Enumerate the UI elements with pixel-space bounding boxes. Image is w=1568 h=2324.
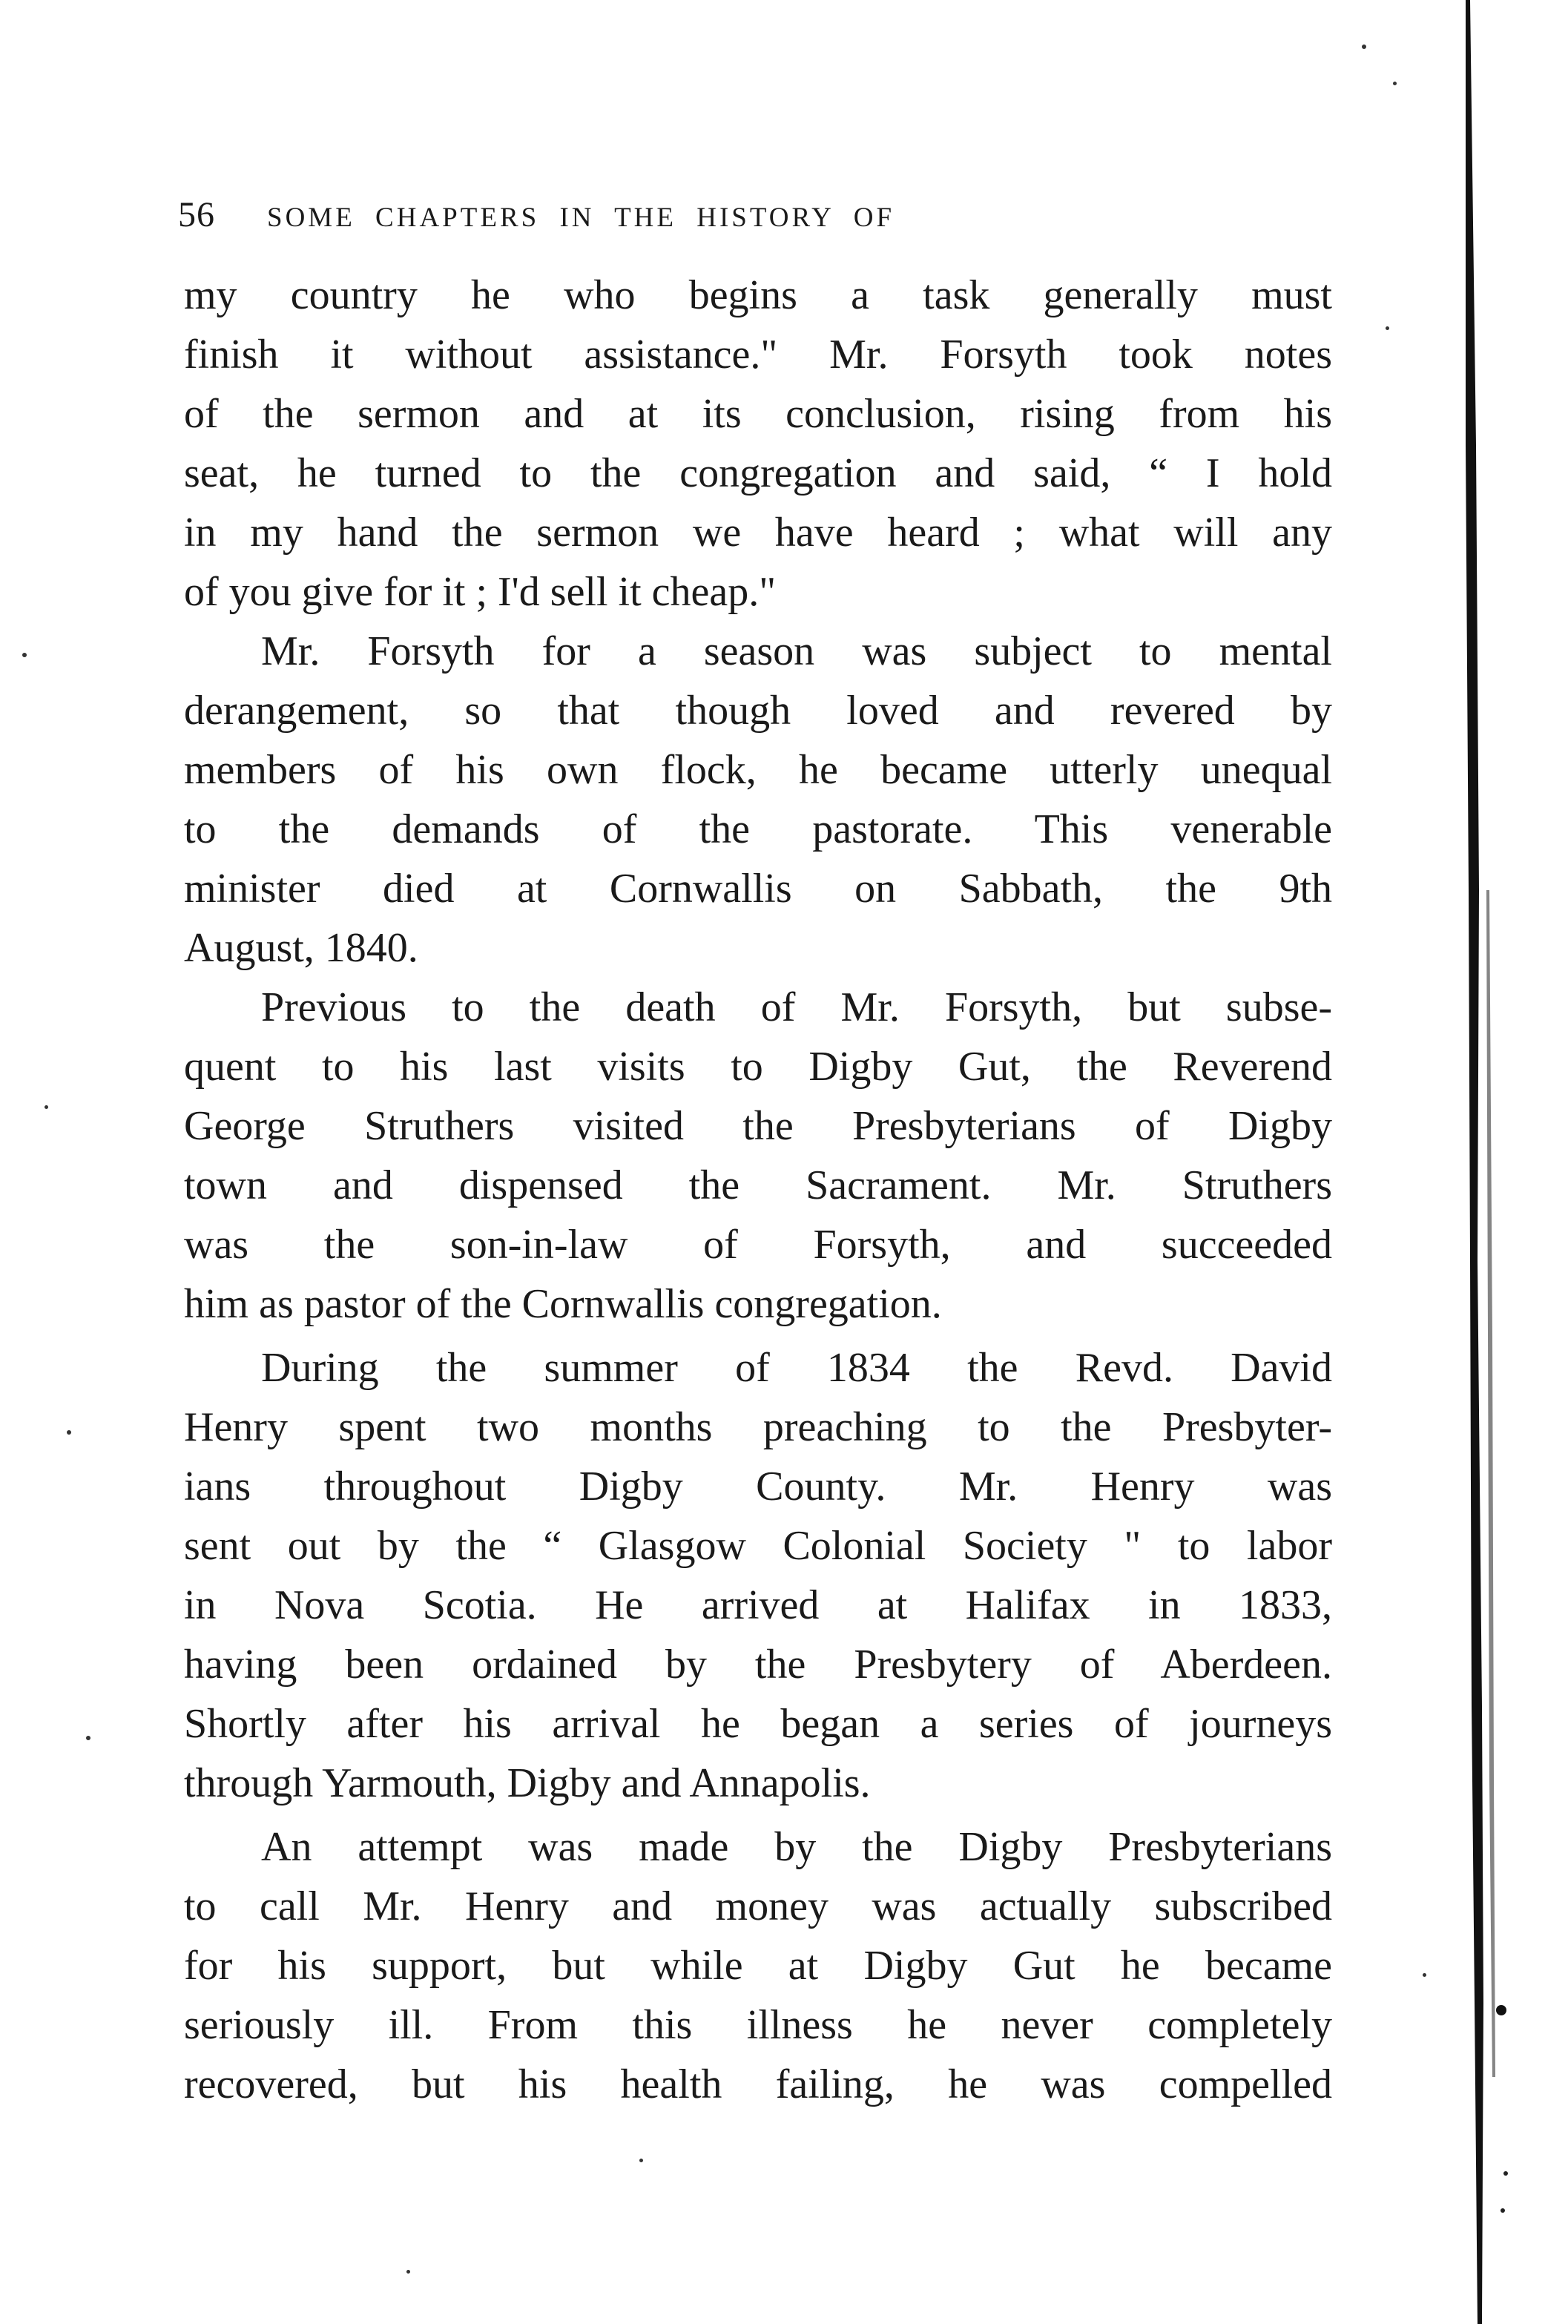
ink-speck (1362, 45, 1366, 49)
text-line: town and dispensed the Sacrament. Mr. Struthers (184, 1162, 1332, 1208)
text-line: to call Mr. Henry and money was actually subscribed (184, 1883, 1332, 1929)
text-line: derangement, so that though loved and revered by (184, 688, 1332, 734)
binding-edge-shadow (1460, 0, 1568, 2324)
text-line: ians throughout Digby County. Mr. Henry was (184, 1464, 1332, 1510)
paragraph-3 (184, 978, 1332, 1334)
text-line: During the summer of 1834 the Revd. David (261, 1345, 1332, 1391)
body-text (184, 266, 1332, 2114)
text-line: recovered, but his health failing, he was compelled (184, 2061, 1332, 2107)
ink-speck (22, 653, 27, 657)
ink-speck (639, 2159, 643, 2162)
paragraph-1 (184, 266, 1332, 622)
ink-speck (1386, 326, 1389, 330)
ink-speck (1393, 82, 1397, 85)
ink-speck (1423, 1973, 1426, 1977)
text-line: George Struthers visited the Presbyterians of Digby (184, 1103, 1332, 1149)
running-head: SOME CHAPTERS IN THE HISTORY OF (267, 203, 895, 233)
text-line: Shortly after his arrival he began a series of journeys (184, 1701, 1332, 1747)
text-line: having been ordained by the Presbytery of Aberdeen. (184, 1642, 1332, 1688)
text-line: him as pastor of the Cornwallis congregation. (184, 1281, 942, 1327)
text-line: An attempt was made by the Digby Presbyterians (261, 1824, 1332, 1870)
text-line: of you give for it ; I'd sell it cheap." (184, 569, 777, 615)
ink-speck (67, 1430, 71, 1435)
text-line: Previous to the death of Mr. Forsyth, but subse- (261, 984, 1332, 1030)
text-line: in Nova Scotia. He arrived at Halifax in 1833, (184, 1582, 1332, 1628)
paragraph-2 (184, 622, 1332, 978)
ink-speck (86, 1736, 90, 1740)
ink-speck (406, 2270, 410, 2274)
page-header (178, 194, 1335, 239)
text-line: seriously ill. From this illness he never completely (184, 2002, 1332, 2048)
text-line: sent out by the “ Glasgow Colonial Society " to labor (184, 1523, 1332, 1569)
text-line: minister died at Cornwallis on Sabbath, the 9th (184, 866, 1332, 912)
text-line: quent to his last visits to Digby Gut, the Reverend (184, 1044, 1332, 1090)
text-line: to the demands of the pastorate. This venerable (184, 806, 1332, 852)
text-line: of the sermon and at its conclusion, rising from his (184, 391, 1332, 437)
text-line: members of his own flock, he became utterly unequal (184, 747, 1332, 793)
text-line: my country he who begins a task generally must (184, 272, 1332, 318)
text-line: in my hand the sermon we have heard ; what will any (184, 510, 1332, 556)
page-number: 56 (178, 195, 215, 234)
text-line: finish it without assistance." Mr. Forsyth took notes (184, 332, 1332, 378)
text-line: August, 1840. (184, 925, 418, 971)
paragraph-5 (184, 1817, 1332, 2114)
paragraph-4 (184, 1338, 1332, 1813)
text-line: Henry spent two months preaching to the Presbyter- (184, 1404, 1332, 1450)
ink-speck (45, 1105, 48, 1109)
text-line: seat, he turned to the congregation and said, “ I hold (184, 450, 1332, 496)
text-line: through Yarmouth, Digby and Annapolis. (184, 1760, 871, 1806)
text-line: for his support, but while at Digby Gut he became (184, 1943, 1332, 1989)
text-line: Mr. Forsyth for a season was subject to mental (261, 628, 1332, 674)
text-line: was the son-in-law of Forsyth, and succeeded (184, 1222, 1332, 1268)
